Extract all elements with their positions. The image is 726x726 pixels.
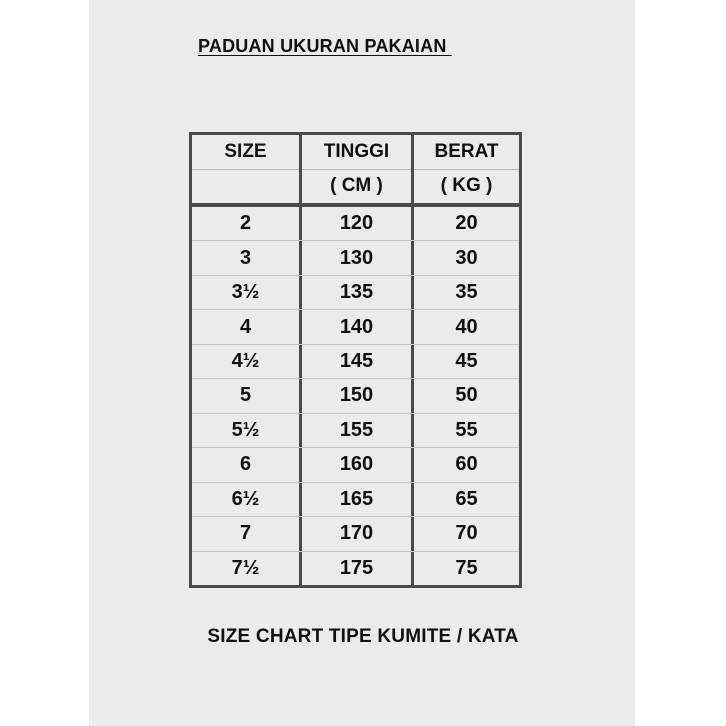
weight-cell: 40 (455, 315, 478, 338)
size-cell: 5 (192, 379, 302, 412)
height-cell: 145 (302, 345, 414, 378)
table-row (192, 345, 519, 379)
weight-cell: 60 (455, 453, 478, 476)
header-weight (414, 135, 519, 203)
height-cell: 170 (302, 517, 414, 550)
header-weight-label: BERAT (414, 135, 519, 170)
header-height-label: TINGGI (302, 135, 411, 170)
weight-cell: 75 (455, 556, 478, 579)
height-cell: 120 (302, 207, 414, 240)
weight-cell: 65 (455, 487, 478, 510)
header-size (192, 135, 302, 203)
header-size-label: SIZE (192, 135, 299, 170)
height-cell: 150 (302, 379, 414, 412)
weight-cell: 35 (455, 281, 478, 304)
weight-cell: 55 (455, 418, 478, 441)
table-row (192, 310, 519, 344)
table-row (192, 552, 519, 585)
table-row (192, 379, 519, 413)
height-cell: 130 (302, 241, 414, 274)
table-header (192, 135, 519, 207)
size-table (189, 132, 522, 588)
weight-cell: 70 (455, 522, 478, 545)
size-cell: 3½ (192, 276, 302, 309)
weight-cell: 50 (455, 384, 478, 407)
footer-caption: SIZE CHART TIPE KUMITE / KATA (207, 626, 519, 647)
height-cell: 165 (302, 483, 414, 516)
size-cell: 4½ (192, 345, 302, 378)
size-cell: 7½ (192, 552, 302, 585)
table-row (192, 483, 519, 517)
height-cell: 135 (302, 276, 414, 309)
header-weight-unit: ( KG ) (440, 175, 493, 197)
table-row (192, 207, 519, 241)
header-size-unit (192, 170, 299, 204)
size-cell: 4 (192, 310, 302, 343)
height-cell: 160 (302, 448, 414, 481)
size-cell: 6 (192, 448, 302, 481)
table-body (192, 207, 519, 585)
weight-cell: 45 (455, 350, 478, 373)
table-row (192, 276, 519, 310)
document-title: PADUAN UKURAN PAKAIAN (198, 36, 452, 56)
size-cell: 2 (192, 207, 302, 240)
table-row (192, 241, 519, 275)
height-cell: 175 (302, 552, 414, 585)
weight-cell: 30 (455, 246, 478, 269)
height-cell: 140 (302, 310, 414, 343)
header-height (302, 135, 414, 203)
size-cell: 3 (192, 241, 302, 274)
header-height-unit: ( CM ) (330, 175, 383, 197)
size-cell: 6½ (192, 483, 302, 516)
height-cell: 155 (302, 414, 414, 447)
size-cell: 7 (192, 517, 302, 550)
table-row (192, 448, 519, 482)
size-cell: 5½ (192, 414, 302, 447)
weight-cell: 20 (455, 212, 478, 235)
table-row (192, 517, 519, 551)
table-row (192, 414, 519, 448)
